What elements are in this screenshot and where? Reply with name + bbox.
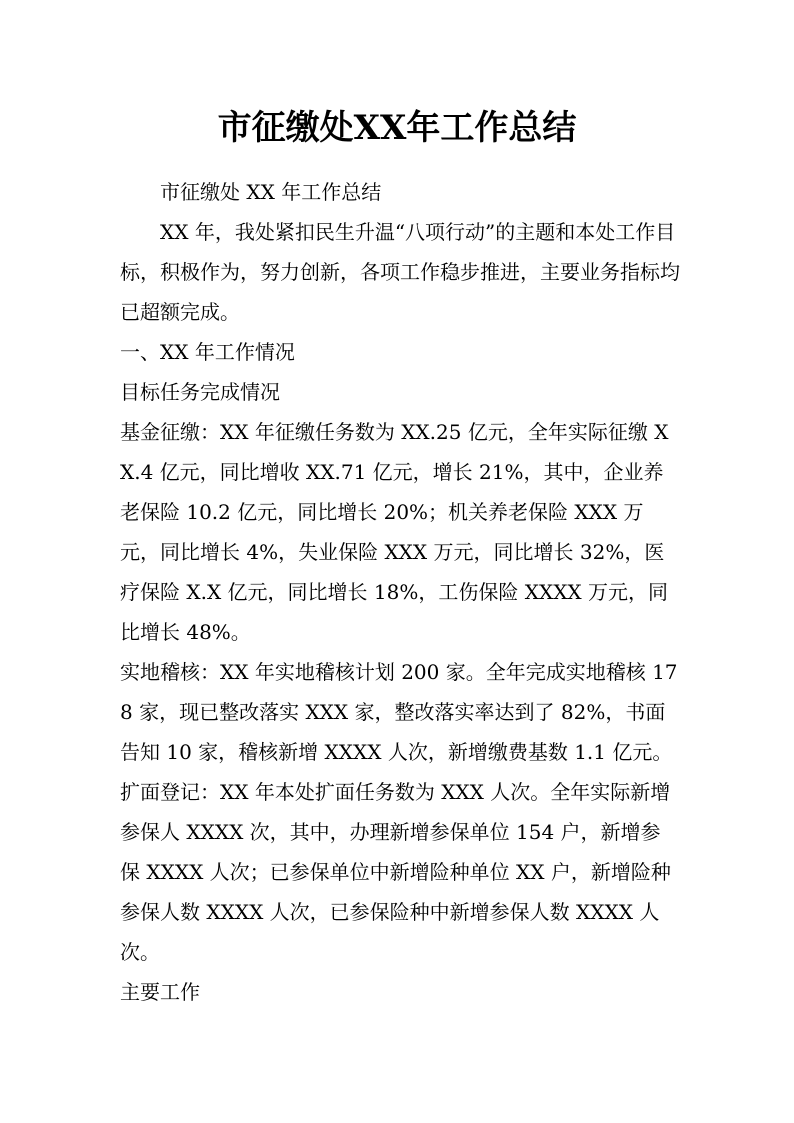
fund-collection-paragraph: 基金征缴：XX 年征缴任务数为 XX.25 亿元，全年实际征缴 XX.4 亿元，同比增收 XX.71 亿元，增长 21%，其中，企业养老保险 10.2 亿元，同比增长 20%；机关养老保险 XXX 万元，同比增长 4%，失业保险 XXX 万元，同比增长 32%，医疗保险 X.X 亿元，同比增长 18%，工伤保险 XXXX 万元，同比增长 48%。 (120, 420, 669, 644)
subsection-heading: 目标任务完成情况 (120, 380, 280, 404)
field-audit-paragraph: 实地稽核：XX 年实地稽核计划 200 家。全年完成实地稽核 178 家，现已整改落实 XXX 家，整改落实率达到了 82%，书面告知 10 家，稽核新增 XXXX 人次，新增缴费基数 1.1 亿元。 (120, 660, 678, 764)
section-heading: 一、XX 年工作情况 (120, 340, 295, 364)
main-work-heading: 主要工作 (120, 980, 200, 1004)
document-title: 市征缴处XX年工作总结 (217, 108, 577, 148)
intro-paragraph: XX 年，我处紧扣民生升温“八项行动”的主题和本处工作目标，积极作为，努力创新，各项工作稳步推进，主要业务指标均已超额完成。 (120, 220, 680, 324)
coverage-registration-paragraph: 扩面登记：XX 年本处扩面任务数为 XXX 人次。全年实际新增参保人 XXXX 次，其中，办理新增参保单位 154 户，新增参保 XXXX 人次；已参保单位中新增险种单位 XX 户，新增险种参保人数 XXXX 人次，已参保险种中新增参保人数 XXXX 人次。 (120, 780, 671, 964)
subtitle-paragraph: 市征缴处 XX 年工作总结 (160, 180, 382, 204)
document-body (120, 172, 680, 1012)
